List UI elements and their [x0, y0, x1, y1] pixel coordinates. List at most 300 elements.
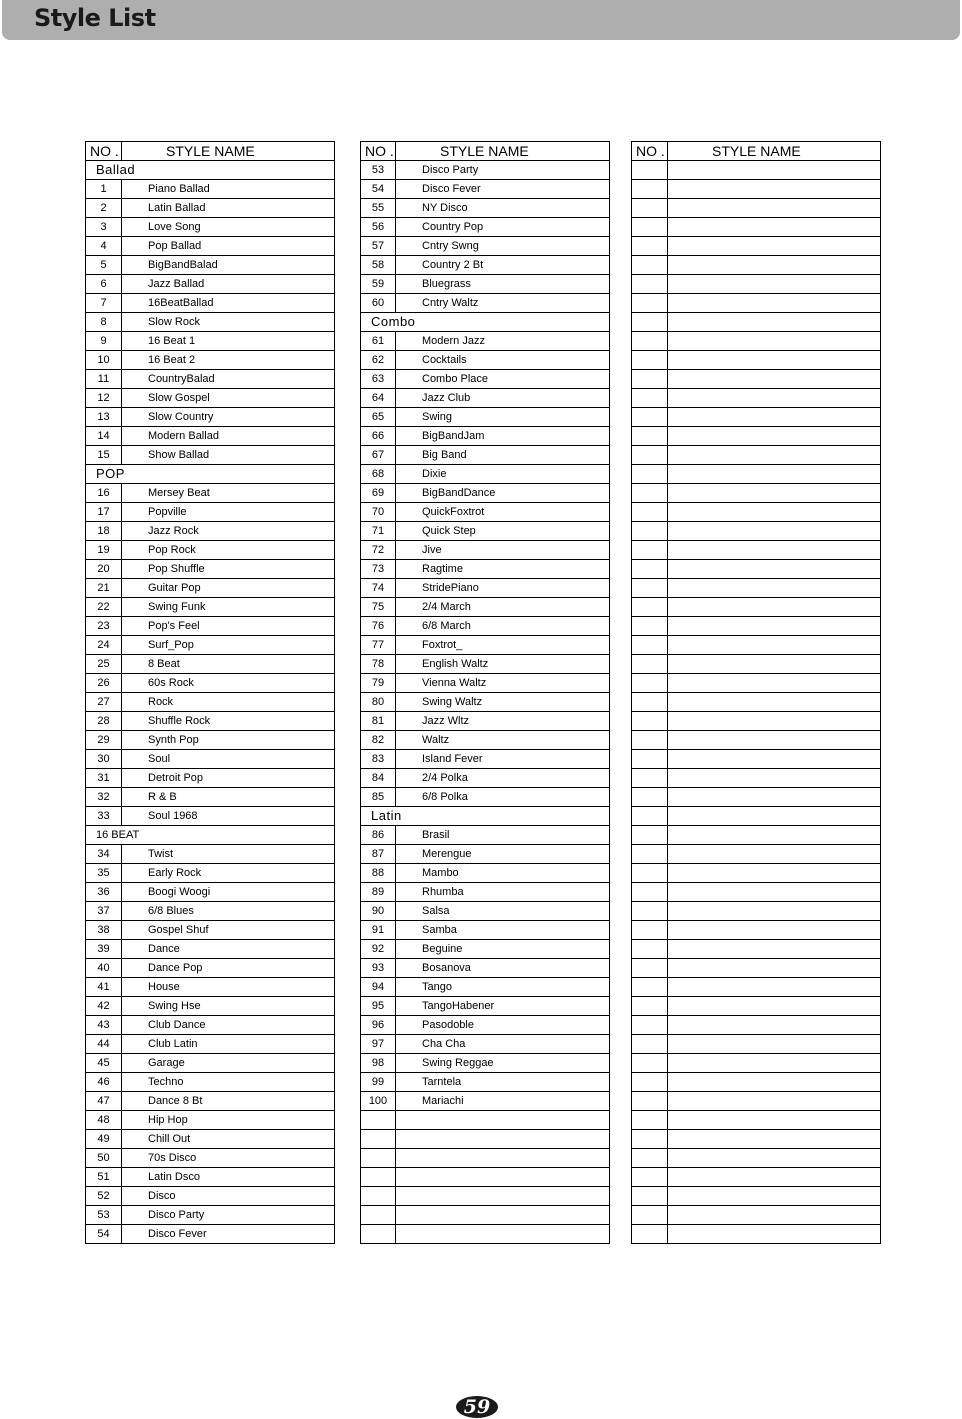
empty-row: [632, 1130, 881, 1149]
style-name: Country 2 Bt: [396, 256, 610, 275]
style-number: [632, 294, 668, 313]
style-number: 81: [361, 712, 396, 731]
style-row: [361, 389, 610, 408]
style-row: [361, 1035, 610, 1054]
style-number: 92: [361, 940, 396, 959]
style-name: Hip Hop: [122, 1111, 335, 1130]
style-number: 80: [361, 693, 396, 712]
style-name: Rhumba: [396, 883, 610, 902]
empty-row: [361, 1168, 610, 1187]
style-number: 25: [86, 655, 122, 674]
style-name: Pop Rock: [122, 541, 335, 560]
style-number: 9: [86, 332, 122, 351]
style-row: [361, 826, 610, 845]
style-name: Pop Shuffle: [122, 560, 335, 579]
style-row: [86, 560, 335, 579]
style-name: Jazz Wltz: [396, 712, 610, 731]
empty-row: [361, 1130, 610, 1149]
style-name: 16 Beat 2: [122, 351, 335, 370]
empty-row: [632, 1035, 881, 1054]
style-name: Early Rock: [122, 864, 335, 883]
style-name: QuickFoxtrot: [396, 503, 610, 522]
style-number: 13: [86, 408, 122, 427]
table-header-row: [361, 142, 610, 161]
empty-row: [632, 712, 881, 731]
empty-row: [632, 788, 881, 807]
style-row: [86, 180, 335, 199]
style-number: 60: [361, 294, 396, 313]
style-name: [668, 332, 881, 351]
style-name: 2/4 Polka: [396, 769, 610, 788]
style-row: [361, 978, 610, 997]
style-name: Tango: [396, 978, 610, 997]
style-row: [86, 408, 335, 427]
style-row: [361, 484, 610, 503]
empty-row: [632, 237, 881, 256]
style-row: [361, 902, 610, 921]
style-number: 3: [86, 218, 122, 237]
empty-row: [632, 427, 881, 446]
style-number: [632, 940, 668, 959]
style-name: 16BeatBallad: [122, 294, 335, 313]
style-name: [668, 237, 881, 256]
style-number: 30: [86, 750, 122, 769]
style-name: [668, 940, 881, 959]
style-number: 17: [86, 503, 122, 522]
style-name: Slow Rock: [122, 313, 335, 332]
page-number: 59: [456, 1396, 498, 1418]
empty-row: [632, 1206, 881, 1225]
style-table-2: [360, 141, 610, 1244]
style-number: 53: [361, 161, 396, 180]
style-number: 95: [361, 997, 396, 1016]
style-row: [86, 1111, 335, 1130]
style-name: 16 Beat 1: [122, 332, 335, 351]
style-name: [668, 1054, 881, 1073]
style-number: 96: [361, 1016, 396, 1035]
style-name: BigBandBalad: [122, 256, 335, 275]
style-number: 36: [86, 883, 122, 902]
style-name: [668, 750, 881, 769]
style-name: Love Song: [122, 218, 335, 237]
style-name: [396, 1111, 610, 1130]
style-row: [86, 1016, 335, 1035]
style-name: [668, 1168, 881, 1187]
style-row: [86, 864, 335, 883]
style-number: 1: [86, 180, 122, 199]
style-name: [668, 1130, 881, 1149]
style-name: [668, 845, 881, 864]
header-no: NO .: [361, 142, 396, 161]
style-row: [86, 503, 335, 522]
empty-row: [632, 522, 881, 541]
style-name: Cha Cha: [396, 1035, 610, 1054]
style-name: Combo Place: [396, 370, 610, 389]
style-number: 18: [86, 522, 122, 541]
style-number: [361, 1168, 396, 1187]
style-number: [632, 788, 668, 807]
style-number: 43: [86, 1016, 122, 1035]
style-name: [668, 579, 881, 598]
style-number: [632, 959, 668, 978]
style-number: [632, 560, 668, 579]
style-name: Slow Gospel: [122, 389, 335, 408]
style-number: [632, 750, 668, 769]
style-number: 48: [86, 1111, 122, 1130]
empty-row: [632, 1073, 881, 1092]
style-name: Disco Party: [122, 1206, 335, 1225]
style-row: [361, 446, 610, 465]
style-row: [86, 769, 335, 788]
style-name: [668, 275, 881, 294]
empty-row: [632, 408, 881, 427]
style-number: [632, 598, 668, 617]
style-row: [361, 883, 610, 902]
style-number: [632, 1130, 668, 1149]
style-name: Swing Funk: [122, 598, 335, 617]
style-name: [668, 1111, 881, 1130]
style-name: House: [122, 978, 335, 997]
empty-row: [632, 199, 881, 218]
style-number: [632, 1016, 668, 1035]
empty-row: [632, 332, 881, 351]
style-number: 73: [361, 560, 396, 579]
category-label: Latin: [361, 807, 610, 826]
style-number: 38: [86, 921, 122, 940]
style-number: [632, 408, 668, 427]
empty-row: [632, 1111, 881, 1130]
style-number: 90: [361, 902, 396, 921]
style-name: Latin Dsco: [122, 1168, 335, 1187]
style-row: [361, 579, 610, 598]
style-row: [361, 256, 610, 275]
style-name: Country Pop: [396, 218, 610, 237]
style-number: [632, 503, 668, 522]
style-number: [632, 313, 668, 332]
style-name: Rock: [122, 693, 335, 712]
style-row: [86, 598, 335, 617]
style-number: [632, 541, 668, 560]
empty-row: [632, 370, 881, 389]
style-number: [632, 636, 668, 655]
style-number: 78: [361, 655, 396, 674]
style-name: Show Ballad: [122, 446, 335, 465]
style-name: [396, 1225, 610, 1244]
style-name: [668, 294, 881, 313]
style-number: 34: [86, 845, 122, 864]
style-name: [668, 1035, 881, 1054]
style-number: 70: [361, 503, 396, 522]
style-name: [668, 313, 881, 332]
style-number: 10: [86, 351, 122, 370]
style-name: [668, 484, 881, 503]
empty-row: [632, 902, 881, 921]
style-name: Disco: [122, 1187, 335, 1206]
style-number: 28: [86, 712, 122, 731]
style-number: 85: [361, 788, 396, 807]
header-style-name: STYLE NAME: [122, 142, 335, 161]
empty-row: [632, 1054, 881, 1073]
category-row: [86, 161, 335, 180]
style-row: [361, 161, 610, 180]
style-name: Club Latin: [122, 1035, 335, 1054]
style-row: [86, 807, 335, 826]
empty-row: [632, 864, 881, 883]
style-name: [668, 389, 881, 408]
style-name: [668, 617, 881, 636]
style-name: Salsa: [396, 902, 610, 921]
style-row: [86, 1092, 335, 1111]
style-name: [668, 180, 881, 199]
style-name: Disco Fever: [396, 180, 610, 199]
style-row: [361, 465, 610, 484]
empty-row: [632, 465, 881, 484]
style-number: 54: [361, 180, 396, 199]
style-name: [668, 199, 881, 218]
style-row: [361, 617, 610, 636]
style-number: [361, 1149, 396, 1168]
style-name: 8 Beat: [122, 655, 335, 674]
style-row: [86, 294, 335, 313]
style-number: 39: [86, 940, 122, 959]
style-number: 64: [361, 389, 396, 408]
style-name: [668, 712, 881, 731]
style-number: [632, 180, 668, 199]
style-number: [632, 522, 668, 541]
table-header-row: [632, 142, 881, 161]
empty-row: [632, 218, 881, 237]
style-row: [361, 788, 610, 807]
style-row: [86, 1187, 335, 1206]
style-number: 14: [86, 427, 122, 446]
style-name: CountryBalad: [122, 370, 335, 389]
style-row: [86, 1035, 335, 1054]
style-number: 32: [86, 788, 122, 807]
style-row: [86, 617, 335, 636]
style-number: [632, 446, 668, 465]
empty-row: [361, 1187, 610, 1206]
style-name: Cntry Waltz: [396, 294, 610, 313]
style-number: [632, 769, 668, 788]
style-row: [86, 921, 335, 940]
style-name: Cntry Swng: [396, 237, 610, 256]
style-name: [668, 1092, 881, 1111]
style-name: [668, 465, 881, 484]
style-row: [361, 959, 610, 978]
empty-row: [632, 807, 881, 826]
style-name: Swing: [396, 408, 610, 427]
style-name: Gospel Shuf: [122, 921, 335, 940]
style-name: Popville: [122, 503, 335, 522]
style-row: [86, 1073, 335, 1092]
style-row: [86, 693, 335, 712]
style-number: [632, 655, 668, 674]
style-name: [668, 370, 881, 389]
style-name: Jazz Rock: [122, 522, 335, 541]
style-number: 91: [361, 921, 396, 940]
style-name: R & B: [122, 788, 335, 807]
style-row: [86, 959, 335, 978]
style-number: [632, 1149, 668, 1168]
style-number: [632, 1073, 668, 1092]
style-row: [361, 1092, 610, 1111]
style-row: [361, 199, 610, 218]
style-number: [632, 256, 668, 275]
style-name: [668, 959, 881, 978]
style-number: 86: [361, 826, 396, 845]
style-name: [396, 1130, 610, 1149]
style-number: [632, 1054, 668, 1073]
style-number: 19: [86, 541, 122, 560]
style-number: 57: [361, 237, 396, 256]
style-name: Shuffle Rock: [122, 712, 335, 731]
style-name: Swing Hse: [122, 997, 335, 1016]
style-number: 16: [86, 484, 122, 503]
style-number: 79: [361, 674, 396, 693]
style-name: Techno: [122, 1073, 335, 1092]
style-number: 24: [86, 636, 122, 655]
style-number: [632, 1206, 668, 1225]
style-row: [86, 883, 335, 902]
style-name: Synth Pop: [122, 731, 335, 750]
style-number: [632, 826, 668, 845]
style-number: 44: [86, 1035, 122, 1054]
style-row: [361, 275, 610, 294]
style-row: [86, 750, 335, 769]
empty-row: [632, 959, 881, 978]
style-row: [86, 351, 335, 370]
empty-row: [632, 503, 881, 522]
style-number: [361, 1206, 396, 1225]
style-number: [632, 864, 668, 883]
style-number: 37: [86, 902, 122, 921]
style-name: [668, 693, 881, 712]
style-number: 76: [361, 617, 396, 636]
category-label: POP: [86, 465, 335, 484]
style-name: Bluegrass: [396, 275, 610, 294]
style-name: Swing Waltz: [396, 693, 610, 712]
style-number: 59: [361, 275, 396, 294]
style-number: [632, 1035, 668, 1054]
style-number: [632, 921, 668, 940]
style-name: Jazz Club: [396, 389, 610, 408]
style-number: 2: [86, 199, 122, 218]
style-number: 55: [361, 199, 396, 218]
page-title: Style List: [34, 4, 156, 32]
empty-row: [632, 1149, 881, 1168]
style-name: BigBandDance: [396, 484, 610, 503]
empty-row: [632, 655, 881, 674]
page-header-bar: [2, 0, 960, 40]
style-number: 47: [86, 1092, 122, 1111]
style-number: 61: [361, 332, 396, 351]
style-name: [668, 731, 881, 750]
style-name: [668, 503, 881, 522]
header-no: NO .: [632, 142, 668, 161]
style-name: Waltz: [396, 731, 610, 750]
style-name: Island Fever: [396, 750, 610, 769]
style-row: [361, 351, 610, 370]
style-number: 53: [86, 1206, 122, 1225]
style-number: [632, 883, 668, 902]
style-row: [86, 655, 335, 674]
style-number: 98: [361, 1054, 396, 1073]
empty-row: [632, 1092, 881, 1111]
style-number: 5: [86, 256, 122, 275]
style-name: [668, 161, 881, 180]
style-row: [361, 1054, 610, 1073]
style-number: 23: [86, 617, 122, 636]
style-name: Jazz Ballad: [122, 275, 335, 294]
style-number: 77: [361, 636, 396, 655]
empty-row: [632, 921, 881, 940]
style-row: [86, 579, 335, 598]
style-number: 97: [361, 1035, 396, 1054]
style-row: [361, 997, 610, 1016]
empty-row: [632, 1225, 881, 1244]
style-number: 40: [86, 959, 122, 978]
style-number: 45: [86, 1054, 122, 1073]
style-name: [668, 351, 881, 370]
style-number: 11: [86, 370, 122, 389]
style-number: [632, 370, 668, 389]
style-number: 62: [361, 351, 396, 370]
style-number: 56: [361, 218, 396, 237]
style-row: [86, 332, 335, 351]
style-name: NY Disco: [396, 199, 610, 218]
style-name: [668, 864, 881, 883]
style-name: Jive: [396, 541, 610, 560]
style-number: 88: [361, 864, 396, 883]
style-row: [361, 940, 610, 959]
style-name: [668, 256, 881, 275]
empty-row: [632, 560, 881, 579]
style-row: [361, 921, 610, 940]
empty-row: [632, 446, 881, 465]
style-name: Merengue: [396, 845, 610, 864]
empty-row: [632, 845, 881, 864]
style-number: 69: [361, 484, 396, 503]
empty-row: [632, 313, 881, 332]
style-number: 35: [86, 864, 122, 883]
empty-row: [632, 598, 881, 617]
style-name: [668, 218, 881, 237]
table-header-row: [86, 142, 335, 161]
style-number: 94: [361, 978, 396, 997]
style-name: [668, 1187, 881, 1206]
style-number: 63: [361, 370, 396, 389]
style-number: 22: [86, 598, 122, 617]
style-number: 33: [86, 807, 122, 826]
header-style-name: STYLE NAME: [396, 142, 610, 161]
style-number: [361, 1130, 396, 1149]
style-number: [632, 427, 668, 446]
style-row: [86, 522, 335, 541]
style-name: Mariachi: [396, 1092, 610, 1111]
style-number: [632, 731, 668, 750]
style-row: [86, 1225, 335, 1244]
category-row: [86, 826, 335, 845]
style-row: [86, 636, 335, 655]
style-row: [361, 370, 610, 389]
empty-row: [632, 750, 881, 769]
style-number: [632, 617, 668, 636]
style-table-1: [85, 141, 335, 1244]
style-number: 46: [86, 1073, 122, 1092]
style-name: [668, 522, 881, 541]
style-number: 15: [86, 446, 122, 465]
empty-row: [632, 731, 881, 750]
